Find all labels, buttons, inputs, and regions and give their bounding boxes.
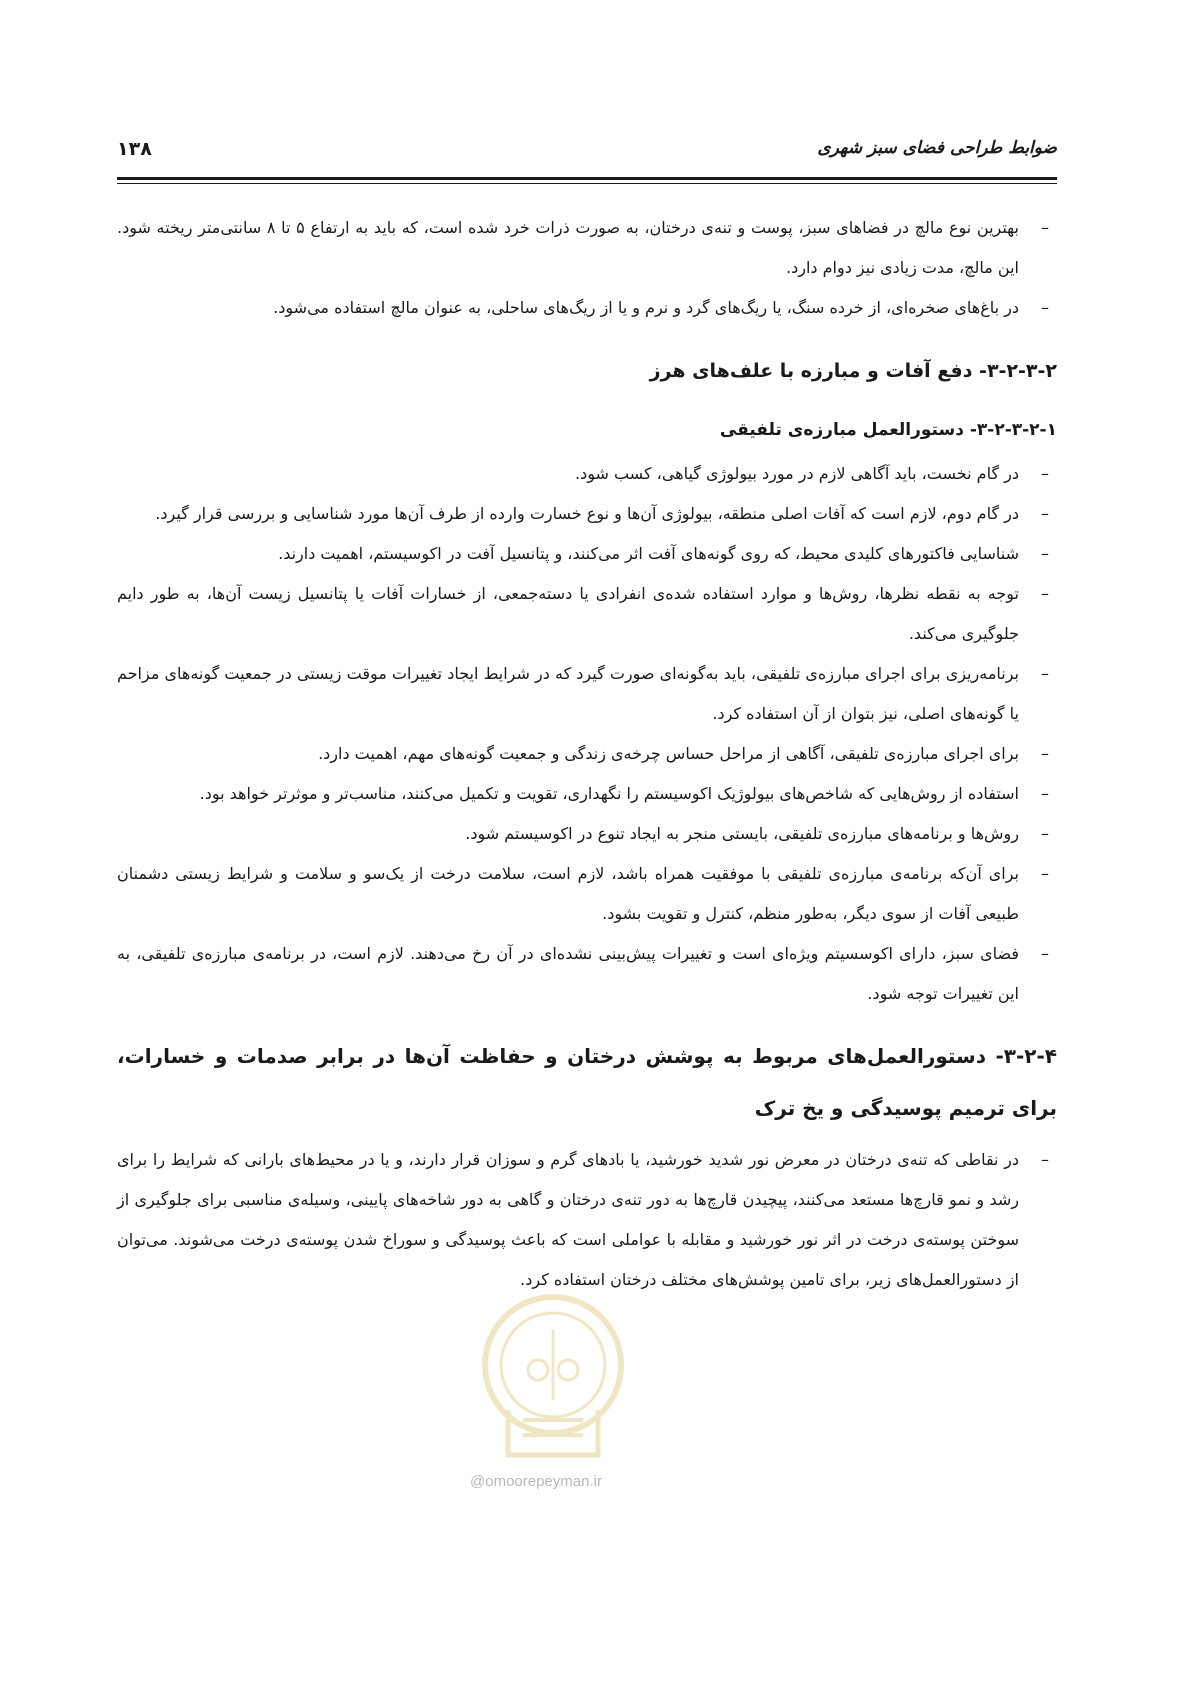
watermark-logo-icon: [468, 1290, 638, 1470]
list-item: [117, 814, 1057, 854]
list-item-text: در باغ‌های صخره‌ای، از خرده سنگ، یا ریگ‌های گرد و نرم و یا از ریگ‌های ساحلی، به عنوان مالچ استفاده می‌شود.: [273, 298, 1019, 317]
dash-marker: –: [1041, 584, 1049, 603]
dash-marker: –: [1041, 864, 1049, 883]
list-item-text: برای آن‌که برنامه‌ی مبارزه‌ی تلفیقی با موفقیت همراه باشد، لازم است، سلامت درخت از یک‌سو و سلامت و شرایط زیستی دشمنان طبیعی آفات از سوی دیگر، به‌طور منظم، کنترل و تقویت بشود.: [117, 864, 1019, 923]
page-number: ۱۳۸: [117, 138, 152, 160]
page-header: [117, 138, 1057, 174]
list-item-text: استفاده از روش‌هایی که شاخص‌های بیولوژیک اکوسیستم را نگهداری، تقویت و تکمیل می‌کنند، مناسب‌تر و موثرتر خواهد بود.: [199, 784, 1019, 803]
list-item-text: برنامه‌ریزی برای اجرای مبارزه‌ی تلفیقی، باید به‌گونه‌ای صورت گیرد که در شرایط ایجاد تغییرات موقت زیستی در جمعیت گونه‌های مزاحم یا گونه‌های اصلی، نیز بتوان از آن استفاده کرد.: [117, 664, 1019, 723]
list-item-text: در نقاطی که تنه‌ی درختان در معرض نور شدید خورشید، یا بادهای گرم و سوزان قرار دارند، و یا در محیط‌های بارانی که شرایط را برای رشد و نمو قارچ‌ها مستعد می‌کنند، پیچیدن قارچ‌ها به دور تنه‌ی درختان و گاهی به دور شاخه‌های پایینی، وسیله‌ی مناسبی برای جلوگیری از سوختن پوسته‌ی درخت در اثر نور خورشید و مقابله با عواملی است که باعث پوسیدگی و سوراخ شدن پوسته‌ی درخت می‌شوند. می‌توان از دستورالعمل‌های زیر، برای تامین پوشش‌های مختلف درختان استفاده کرد.: [117, 1150, 1019, 1289]
list-item: [117, 654, 1057, 734]
list-item: [117, 534, 1057, 574]
dash-marker: –: [1041, 218, 1049, 237]
dash-marker: –: [1041, 544, 1049, 563]
page-content: [117, 208, 1057, 1300]
list-item: [117, 288, 1057, 328]
list-item-text: توجه به نقطه نظرها، روش‌ها و موارد استفاده شده‌ی انفرادی یا دسته‌جمعی، از خسارات آفات یا پتانسیل زیست آن‌ها، به طور دایم جلوگیری می‌کند.: [117, 584, 1019, 643]
list-item: [117, 934, 1057, 1014]
list-item: [117, 854, 1057, 934]
list-item-text: شناسایی فاکتورهای کلیدی محیط، که روی گونه‌های آفت اثر می‌کنند، و پتانسیل آفت در اکوسیستم، اهمیت دارند.: [278, 544, 1019, 563]
list-item: [117, 734, 1057, 774]
list-item: [117, 454, 1057, 494]
watermark-url: @omoorepeyman.ir: [470, 1473, 602, 1490]
list-item: [117, 494, 1057, 534]
dash-marker: –: [1041, 464, 1049, 483]
dash-marker: –: [1041, 1150, 1049, 1169]
list-item: [117, 1140, 1057, 1300]
list-item: [117, 208, 1057, 288]
dash-marker: –: [1041, 824, 1049, 843]
list-item: [117, 574, 1057, 654]
subsection-heading: ۳-۲-۳-۲-۱- دستورالعمل مبارزه‌ی تلفیقی: [719, 420, 1057, 440]
list-item-text: در گام دوم، لازم است که آفات اصلی منطقه، بیولوژی آن‌ها و نوع خسارت وارده از طرف آن‌ها مورد شناسایی و بررسی قرار گیرد.: [155, 504, 1019, 523]
list-item-text: برای اجرای مبارزه‌ی تلفیقی، آگاهی از مراحل حساس چرخه‌ی زندگی و جمعیت گونه‌های مهم، اهمیت دارد.: [318, 744, 1019, 763]
dash-marker: –: [1041, 784, 1049, 803]
list-item-text: بهترین نوع مالچ در فضاهای سبز، پوست و تنه‌ی درختان، به صورت ذرات خرد شده است، که باید به ارتفاع ۵ تا ۸ سانتی‌متر ریخته شود. این مالچ، مدت زیادی نیز دوام دارد.: [117, 218, 1020, 277]
book-title: ضوابط طراحی فضای سبز شهری: [817, 138, 1057, 158]
dash-marker: –: [1041, 664, 1049, 683]
dash-marker: –: [1041, 744, 1049, 763]
dash-marker: –: [1041, 944, 1049, 963]
list-item-text: روش‌ها و برنامه‌های مبارزه‌ی تلفیقی، بایستی منجر به ایجاد تنوع در اکوسیستم شود.: [465, 824, 1019, 843]
section-heading: ۳-۲-۴- دستورالعمل‌های مربوط به پوشش درختان و حفاظت آن‌ها در برابر صدمات و خسارات، برای ترمیم پوسیدگی و یخ ترک: [117, 1044, 1057, 1120]
list-item: [117, 774, 1057, 814]
header-rule-thin: [117, 183, 1057, 184]
list-item-text: فضای سبز، دارای اکوسسیتم ویژه‌ای است و تغییرات پیش‌بینی نشده‌ای در آن رخ می‌دهند. لازم است، در برنامه‌ی مبارزه‌ی تلفیقی، به این تغییرات توجه شود.: [117, 944, 1019, 1003]
dash-marker: –: [1041, 504, 1049, 523]
section-heading: ۳-۲-۳-۲- دفع آفات و مبارزه با علف‌های هرز: [649, 360, 1057, 382]
list-item-text: در گام نخست، باید آگاهی لازم در مورد بیولوژی گیاهی، کسب شود.: [575, 464, 1019, 483]
dash-marker: –: [1041, 298, 1049, 317]
header-rule-thick: [117, 177, 1057, 180]
